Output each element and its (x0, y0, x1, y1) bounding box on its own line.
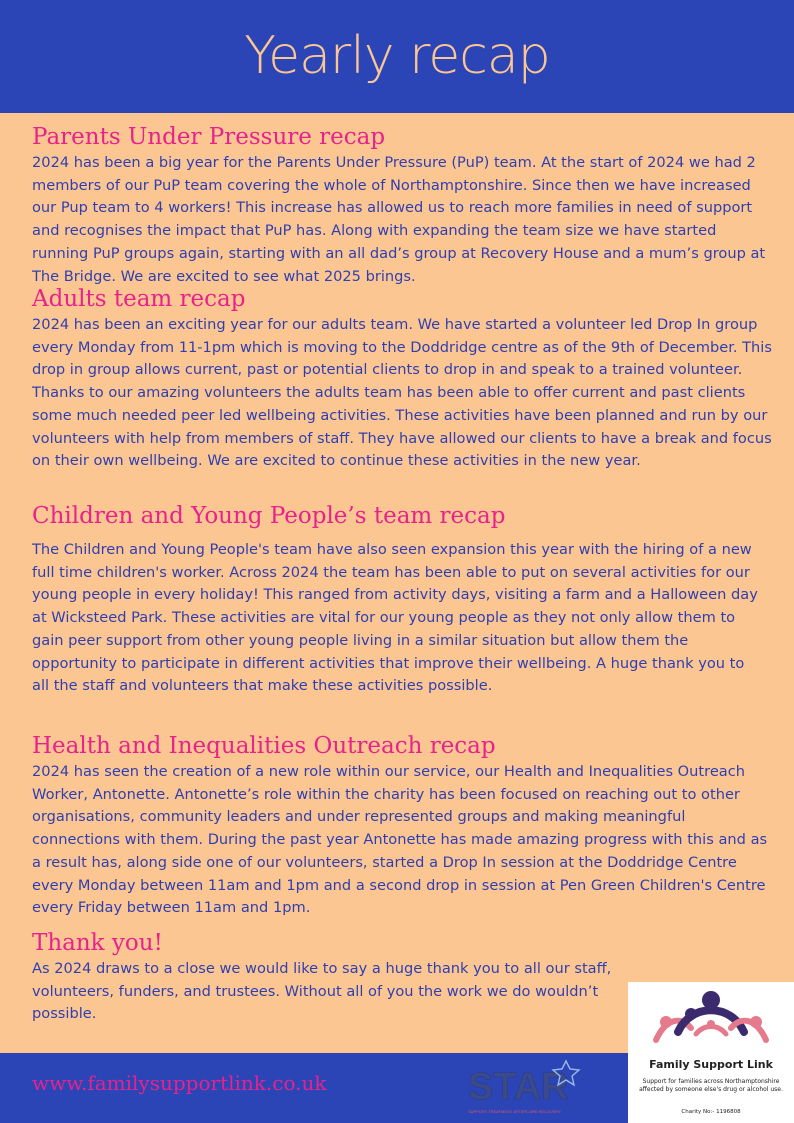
section-body: 2024 has been a big year for the Parents Under Pressure (PuP) team. At the start of 2024 we had 2 members of our PuP team covering the whole of Northamptonshire. Since then we have increased our Pup team to 4 workers! This increase has allowed us to reach more families in need of support and recognises the impact that PuP has. Along with expanding the team size we have started running PuP groups again, starting with an all dad’s group at Recovery House and a mum’s group at The Bridge. We are excited to see what 2025 brings. (32, 154, 766, 285)
section-adults (32, 284, 772, 473)
star-logo-tagline: SUPPORT TREATMENT AFTERCARE RECOVERY (468, 1109, 561, 1114)
section-heading: Children and Young People’s team recap (32, 503, 506, 529)
section-body: 2024 has seen the creation of a new role within our service, our Health and Inequalities Outreach Worker, Antonette. Antonette’s role within the charity has been focused on reaching out to other organisations, community leaders and under represented groups and making meaningful connections with them. During the past year Antonette has made amazing progress with this and as a result has, along side one of our volunteers, started a Drop In session at the Doddridge Centre every Monday between 11am and 1pm and a second drop in session at Pen Green Children's Centre every Friday between 11am and 1pm. (32, 763, 768, 917)
fsl-charity-number: Charity No:- 1196808 (681, 1109, 741, 1115)
section-heading: Adults team recap (32, 286, 246, 312)
section-children-young-people (32, 501, 762, 698)
section-heading: Thank you! (32, 930, 163, 956)
family-figures-icon (646, 988, 776, 1054)
section-health-inequalities (32, 731, 772, 920)
section-body: The Children and Young People's team have also seen expansion this year with the hiring of a new full time children's worker. Across 2024 the team has been able to put on several activities for our young people in every holiday! This ranged from activity days, visiting a farm and a Halloween day at Wicksteed Park. These activities are vital for our young people as they not only allow them to gain peer support from other young people living in a similar situation but allow them the opportunity to participate in different activities that improve their wellbeing. A huge thank you to all the staff and volunteers that make these activities possible. (32, 541, 758, 695)
star-logo-wordmark: STAR (468, 1066, 569, 1108)
page-header (0, 0, 794, 113)
family-support-link-logo-card (628, 982, 794, 1123)
website-link[interactable]: www.familysupportlink.co.uk (32, 1071, 327, 1095)
section-body: As 2024 draws to a close we would like to say a huge thank you to all our staff, volunteers, funders, and trustees. Without all of you the work we do wouldn’t possible. (32, 960, 612, 1023)
section-pup (32, 122, 772, 288)
section-heading: Health and Inequalities Outreach recap (32, 733, 496, 759)
section-heading: Parents Under Pressure recap (32, 124, 386, 150)
star-logo (466, 1055, 586, 1121)
fsl-name: Family Support Link (649, 1058, 773, 1071)
section-body: 2024 has been an exciting year for our adults team. We have started a volunteer led Drop In group every Monday from 11-1pm which is moving to the Doddridge centre as of the 9th of December. This drop in group allows current, past or potential clients to drop in and speak to a trained volunteer. Thanks to our amazing volunteers the adults team has been able to offer current and past clients some much needed peer led wellbeing activities. These activities have been planned and run by our volunteers with help from members of staff. They have allowed our clients to have a break and focus on their own wellbeing. We are excited to continue these activities in the new year. (32, 316, 772, 470)
page-title: Yearly recap (244, 26, 550, 86)
fsl-tagline: Support for families across Northamptonshire affected by someone else's drug or alcohol use. (639, 1078, 783, 1093)
